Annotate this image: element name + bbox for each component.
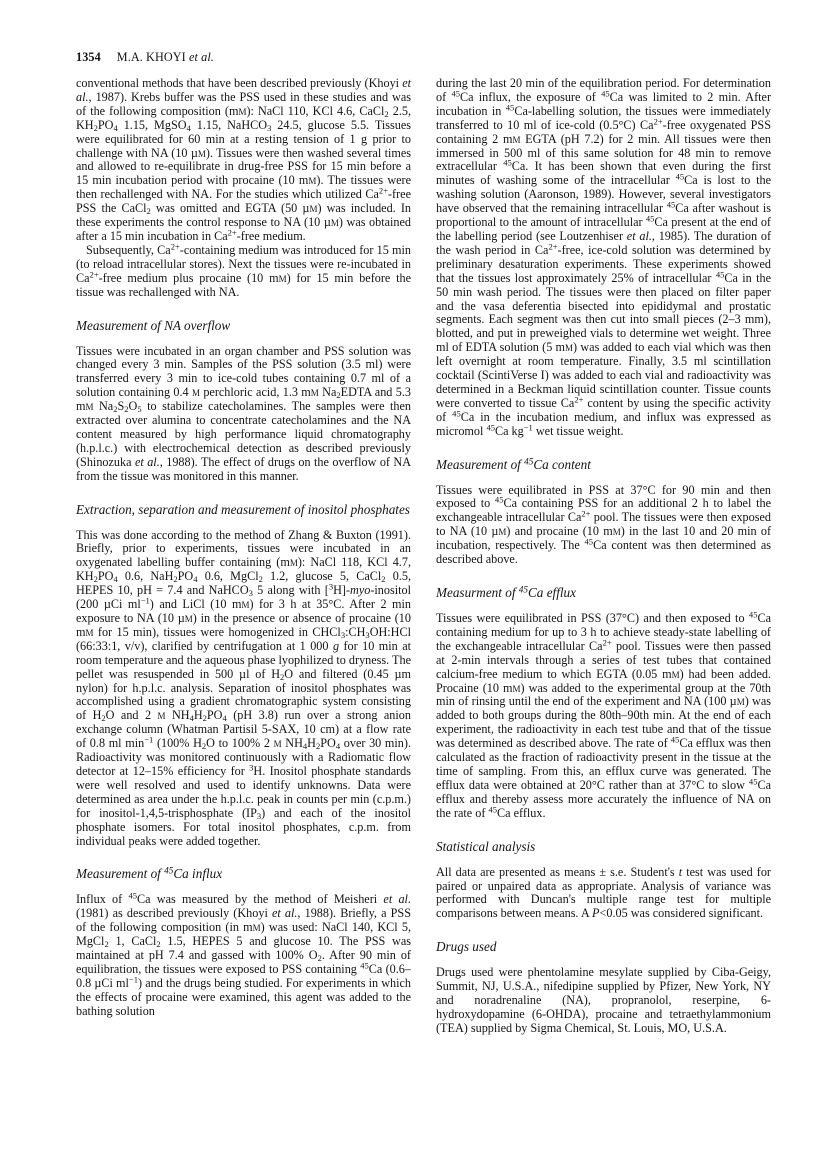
section-heading: Drugs used xyxy=(436,939,497,955)
right-column xyxy=(436,77,771,1036)
paragraph: Subsequently, $Ca^{2+}$-containing medium was introduced for 15 min (to reload intracellular stores). Next the tissues were re-incubated in $Ca^{2+}$-free medium plus procaine (10 mm) for 15 min before the tissue was rechallenged with NA. xyxy=(76,241,411,299)
section-heading: Measurement of $^{45}$Ca content xyxy=(436,455,591,472)
paragraph: during the last 20 min of the equilibration period. For determination of $^{45}$Ca influx, the exposure of $^{45}$Ca was limited to 2 min. After incubation in $^{45}$Ca-labelling solution, the tissues were immediately transferred to 10 ml of ice-cold (0.5°C) $Ca^{2+}$-free oxygenated PSS containing 2 mm EGTA (pH 7.2) for 2 min. All tissues were then immersed in 500 ml of this same solution for 48 min to remove extracellular $^{45}$Ca. It has been shown that even during the first minutes of washing some of the intracellular $^{45}$Ca is lost to the washing solution (Aaronson, 1989). However, several investigators have observed that the remaining intracellular $^{45}$Ca after washout is proportional to the amount of intracellular $^{45}$Ca present at the end of the labelling period (see Loutzenhiser et al., 1985). The duration of the wash period in $Ca^{2+}$-free, ice-cold solution was determined by preliminary desaturation experiments. These experiments showed that the tissues lost approximately 25% of intracellular $^{45}$Ca in the 50 min wash period. The tissues were then placed on filter paper and the vasa deferentia bisected into epididymal and prostatic segments. Each segment was then cut into small pieces (2–3 mm), blotted, and put in preweighed vials to determine wet weight. Three ml of EDTA solution (5 mm) was added to each vial which was then left overnight at room temperature. Finally, 3.5 ml scintillation cocktail (ScintiVerse I) was added to each vial and radioactivity was determined in a Beckman liquid scintillation counter. Tissue counts were converted to tissue $Ca^{2+}$ content by using the specific activity of $^{45}$Ca in the incubation medium, and influx was expressed as micromol $^{45}$Ca $kg^{-1}$ wet tissue weight. xyxy=(436,76,772,438)
paragraph: Tissues were equilibrated in PSS at 37°C for 90 min and then exposed to $^{45}$Ca containing PSS for an additional 2 h to label the exchangeable intracellular $Ca^{2+}$ pool. The tissues were then exposed to NA (10 µm) and procaine (10 mm) in the last 10 and 20 min of incubation, respectively. The $^{45}$Ca content was then determined as described above. xyxy=(436,482,772,567)
section-heading: Extraction, separation and measurement of inositol phosphates xyxy=(76,501,410,517)
section-heading: Measurement of NA overflow xyxy=(76,317,231,333)
running-head xyxy=(76,50,214,65)
section-heading: Measurement of $^{45}$Ca influx xyxy=(76,865,223,882)
paragraph: All data are presented as means ± s.e. Student's t test was used for paired or unpaired data as appropriate. Analysis of variance was performed with Duncan's multiple range test for multiple comparisons between means. A P<0.05 was considered significant. xyxy=(436,864,771,921)
authors: M.A. KHOYI xyxy=(116,50,186,64)
page-number: 1354 xyxy=(76,50,101,64)
authors-suffix: et al. xyxy=(188,50,214,64)
paragraph: Tissues were incubated in an organ chamber and PSS solution was changed every 3 min. Samples of the PSS solution (3.5 ml) were transferred every 3 min to ice-cold tubes containing 0.7 ml of a solution containing 0.4 m perchloric acid, 1.3 mm $Na_2EDTA$ and 5.3 mm $Na_2S_2O_5$ to stabilize catecholamines. The samples were then extracted over alumina to concentrate catecholamines and the NA content measured by high performance liquid chromatography (h.p.l.c.) with electrochemical detection as described previously (Shinozuka et al., 1988). The effect of drugs on the overflow of NA from the tissue was monitored in this manner. xyxy=(76,343,412,483)
left-column xyxy=(76,77,411,1019)
paragraph: This was done according to the method of Zhang & Buxton (1991). Briefly, prior to experiments, tissues were incubated in an oxygenated labelling buffer containing (mm): NaCl 118, KCl 4.7, $KH_2PO_4$ 0.6, $NaH_2PO_4$ 0.6, MgCl$_2$ 1.2, glucose 5, CaCl$_2$ 0.5, HEPES 10, pH = 7.4 and NaHCO$_3$ 5 along with [$^3$H]-myo-inositol (200 µCi $ml^{-1}$) and LiCl (10 mm) for 3 h at 35°C. After 2 min exposure to NA (10 µm) in the presence or absence of procaine (10 mm for 15 min), tissues were homogenized in $CHCl_3:CH_3OH:HCl$ (66:33:1, v/v), clarified by centrifugation at 1 000 g for 10 min at room temperature and the aqueous phase lyophilized to dryness. The pellet was resuspended in 500 µl of $H_2O$ and filtered (0.45 µm nylon) for h.p.l.c. analysis. Separation of inositol phosphates was accomplished using a gradient chromatographic system consisting of $H_2O$ and 2 m $NH_4H_2PO_4$ (pH 3.8) run over a strong anion exchange column (Whatman Partisil 5-SAX, 10 cm) at a flow rate of 0.8 ml $\min^{-1} (100\%$ $H_2O$ to 100% 2 m $NH_4H_2PO_4$ over 30 min). Radioactivity was monitored continuously with a Radiomatic flow detector at 12–15% efficiency for $^3$H. Inositol phosphate standards were well resolved and used to identify unknowns. Data were determined as area under the h.p.l.c. peak in counts per min (c.p.m.) for inositol-1,4,5-trisphosphate $(IP_3)$ and each of the inositol phosphate isomers. For total inositol phosphates, c.p.m. from individual peaks were added together. xyxy=(76,527,412,848)
section-heading: Measurment of $^{45}$Ca efflux xyxy=(436,584,576,600)
section-heading: Statistical analysis xyxy=(436,838,536,854)
paragraph: conventional methods that have been described previously (Khoyi et al., 1987). Krebs buffer was the PSS used in these studies and was of the following composition (mm): NaCl 110, KCl 4.6, CaCl$_2$ 2.5, $KH_2PO_4$ 1.15, MgSO$_4$ 1.15, NaHCO$_3$ 24.5, glucose 5.5. Tissues were equilibrated for 60 min at a resting tension of 1 g prior to challenge with NA (10 µm). Tissues were then washed several times and allowed to re-equilibrate in drug-free PSS for 15 min before a 15 min incubation period with procaine (10 mm). The tissues were then rechallenged with NA. For the studies which utilized $Ca^{2+}$-free PSS the CaCl$_2$ was omitted and EGTA (50 µm) was included. In these experiments the control response to NA (10 µm) was obtained after a 15 min incubation in $Ca^{2+}$-free medium. xyxy=(76,76,412,243)
paragraph: Influx of $^{45}$Ca was measured by the method of Meisheri et al. (1981) as described previously (Khoyi et al., 1988). Briefly, a PSS of the following composition (in mm) was used: NaCl 140, KCl 5, MgCl$_2$ 1, CaCl$_2$ 1.5, HEPES 5 and glucose 10. The PSS was maintained at pH 7.4 and gassed with 100% $O_2$. After 90 min of equilibration, the tissues were exposed to PSS containing $^{45}$Ca (0.6–0.8 µCi $ml^{-1}$) and the drugs being studied. For experiments in which the effects of procaine were examined, this agent was added to the bathing solution xyxy=(76,891,412,1018)
paragraph: Drugs used were phentolamine mesylate supplied by Ciba-Geigy, Summit, NJ, U.S.A., nifedipine supplied by Pfizer, New York, NY and noradrenaline (NA), propranolol, reserpine, 6-hydroxydopamine (6-OHDA), procaine and tetraethylammonium (TEA) supplied by Sigma Chemical, St. Louis, MO, U.S.A. xyxy=(436,965,771,1035)
paragraph: Tissues were equilibrated in PSS (37°C) and then exposed to $^{45}$Ca containing medium for up to 3 h to achieve steady-state labelling of the exchangeable intracellular $Ca^{2+}$ pool. Tissues were then passed at 2-min intervals through a series of test tubes that contained calcium-free medium to which EGTA (0.05 mm) had been added. Procaine (10 mm) was added to the experimental group at the 70th min of rinsing until the end of the experiment and NA (100 µm) was added to both groups during the 80th–90th min. At the end of each experiment, the radioactivity in each test tube and that of the tissue was determined as described above. The rate of $^{45}$Ca efflux was then calculated as the fraction of radioactivity present in the tissue at the time of sampling. From this, an efflux curve was generated. The efflux data were obtained at 20°C rather than at 37°C to slow $^{45}$Ca efflux and thereby assess more accurately the influence of NA on the rate of $^{45}$Ca efflux. xyxy=(436,609,771,820)
